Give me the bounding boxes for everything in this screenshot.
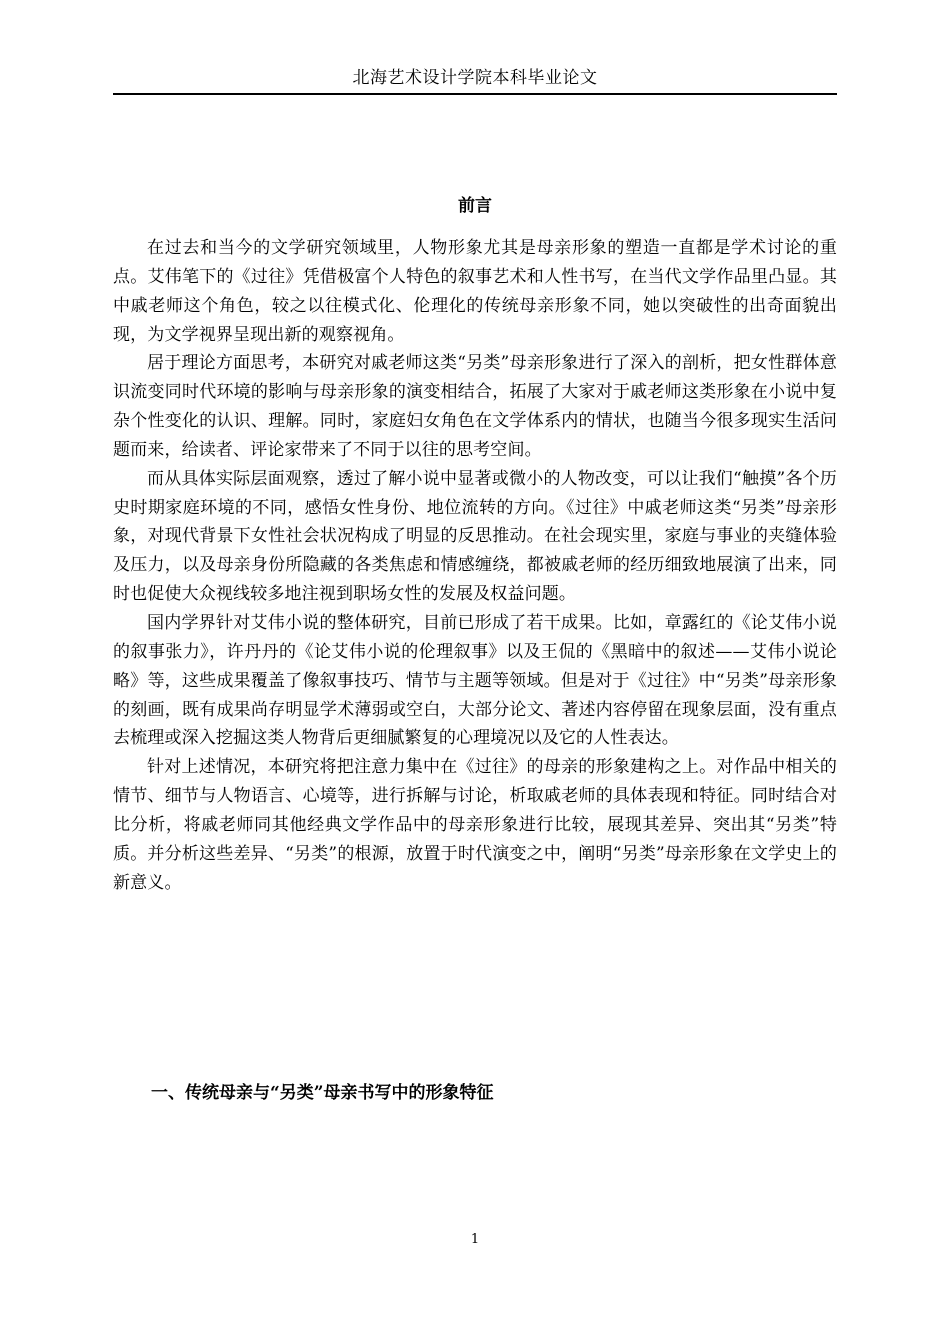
page-number: 1 [470,1232,480,1247]
paragraph: 在过去和当今的文学研究领域里，人物形象尤其是母亲形象的塑造一直都是学术讨论的重点。艾伟笔下的《过往》凭借极富个人特色的叙事艺术和人性书写，在当代文学作品里凸显。其中戚老师这个角色，较之以往模式化、伦理化的传统母亲形象不同，她以突破性的出奇面貌出现，为文学视界呈现出新的观察视角。 [113,238,837,345]
paragraph: 国内学界针对艾伟小说的整体研究，目前已形成了若干成果。比如，章露红的《论艾伟小说的叙事张力》，许丹丹的《论艾伟小说的伦理叙事》以及王侃的《黑暗中的叙述——艾伟小说论略》等，这些成果覆盖了像叙事技巧、情节与主题等领域。但是对于《过往》中“另类”母亲形象的刻画，既有成果尚存明显学术薄弱或空白，大部分论文、著述内容停留在现象层面，没有重点去梳理或深入挖掘这类人物背后更细腻繁复的心理境况以及它的人性表达。 [113,612,837,749]
running-header: 北海艺术设计学院本科毕业论文 [352,68,598,88]
header-rule [113,93,837,95]
paragraph: 而从具体实际层面观察，透过了解小说中显著或微小的人物改变，可以让我们“触摸”各个历史时期家庭环境的不同，感悟女性身份、地位流转的方向。《过往》中戚老师这类“另类”母亲形象，对现代背景下女性社会状况构成了明显的反思推动。在社会现实里，家庭与事业的夹缝体验及压力，以及母亲身份所隐藏的各类焦虑和情感缠绕，都被戚老师的经历细致地展演了出来，同时也促使大众视线较多地注视到职场女性的发展及权益问题。 [113,468,837,605]
paragraph: 居于理论方面思考，本研究对戚老师这类“另类”母亲形象进行了深入的剖析，把女性群体意识流变同时代环境的影响与母亲形象的演变相结合，拓展了大家对于戚老师这类形象在小说中复杂个性变化的认识、理解。同时，家庭妇女角色在文学体系内的情状，也随当今很多现实生活问题而来，给读者、评论家带来了不同于以往的思考空间。 [113,353,837,460]
chapter-heading: 一、传统母亲与“另类”母亲书写中的形象特征 [151,1083,494,1103]
section-title: 前言 [458,196,492,216]
body-text [113,234,837,897]
paragraph: 针对上述情况，本研究将把注意力集中在《过往》的母亲的形象建构之上。对作品中相关的情节、细节与人物语言、心境等，进行拆解与讨论，析取戚老师的具体表现和特征。同时结合对比分析，将戚老师同其他经典文学作品中的母亲形象进行比较，展现其差异、突出其“另类”特质。并分析这些差异、“另类”的根源，放置于时代演变之中，阐明“另类”母亲形象在文学史上的新意义。 [113,757,837,893]
